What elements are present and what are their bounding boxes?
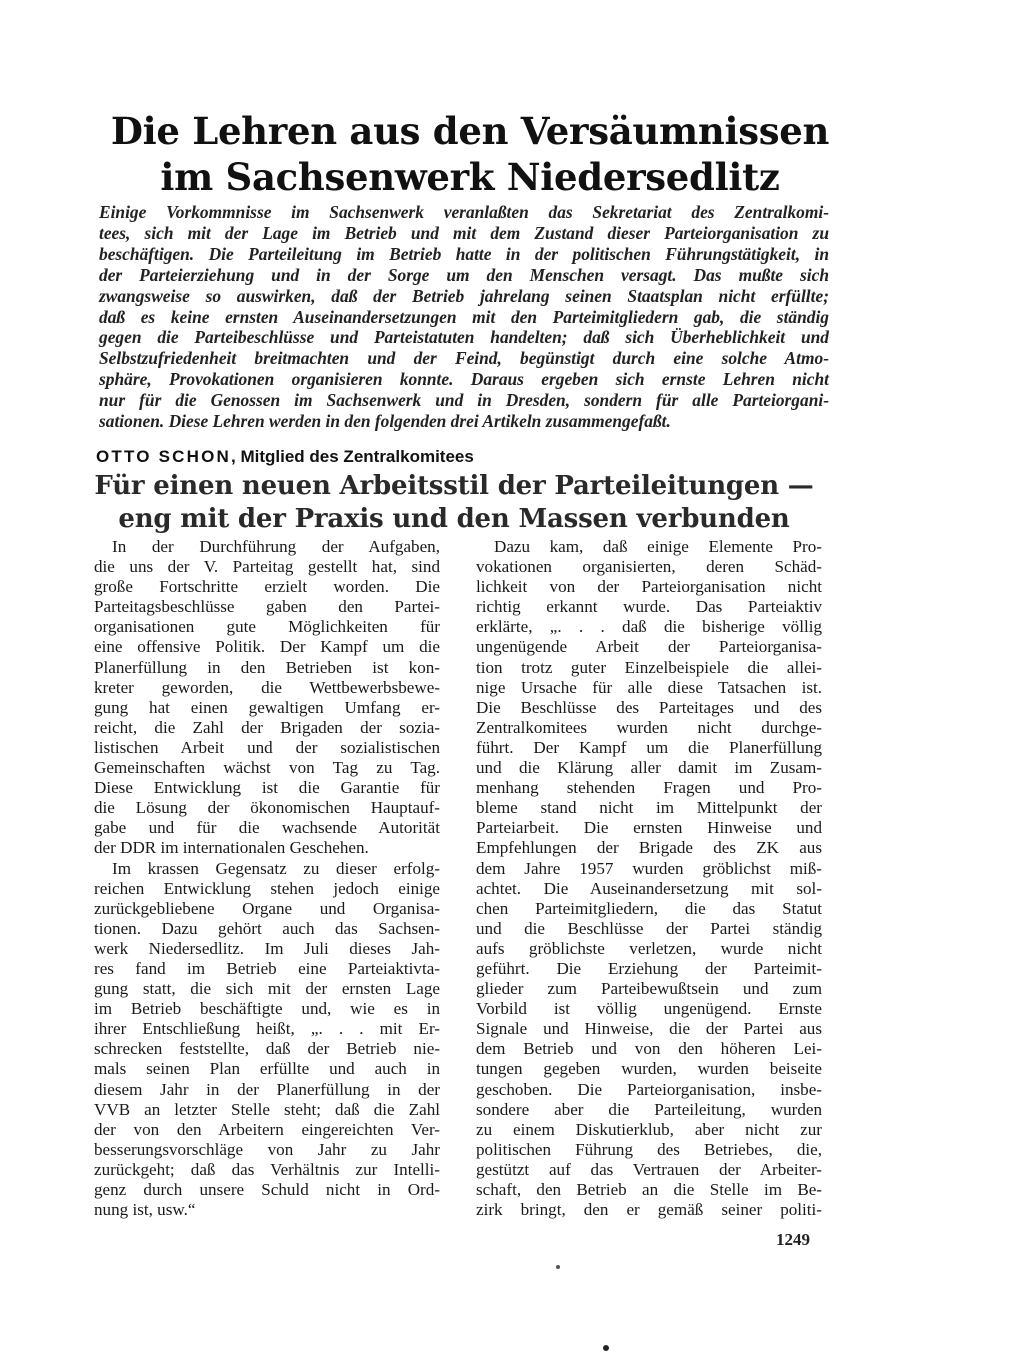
text-line: Dazu kam, daß einige Elemente Pro- bbox=[494, 537, 822, 556]
text-line: gung statt, die sich mit der ernsten Lage bbox=[94, 979, 440, 999]
text-line: zurückgeht; daß das Verhältnis zur Intelli- bbox=[94, 1159, 440, 1179]
author-role: , Mitglied des Zentralkomitees bbox=[231, 447, 474, 466]
author-byline bbox=[96, 447, 474, 467]
text-line: dem Jahre 1957 wurden gröblichst miß- bbox=[476, 858, 822, 878]
right-text-column bbox=[476, 537, 822, 1220]
text-line: diesem Jahr in der Planerfüllung in der bbox=[94, 1079, 440, 1099]
text-line: In der Durchführung der Aufgaben, bbox=[112, 537, 440, 556]
text-line: VVB an letzter Stelle steht; daß die Zahl bbox=[94, 1099, 440, 1119]
intro-line: daß es keine ernsten Auseinandersetzungen mit den Parteimitgliedern gab, die ständig bbox=[99, 306, 829, 327]
intro-line: Einige Vorkommnisse im Sachsenwerk veranlaßten das Sekretariat des Zentralkomi- bbox=[99, 202, 829, 222]
intro-line: sphäre, Provokationen organisieren konnte. Daraus ergeben sich ernste Lehren nicht bbox=[99, 369, 829, 390]
text-line: tionen. Dazu gehört auch das Sachsen- bbox=[94, 918, 440, 938]
text-line: Planerfüllung in den Betrieben ist kon- bbox=[94, 657, 440, 677]
text-line: tungen gegeben wurden, wurden beiseite bbox=[476, 1059, 822, 1079]
text-line: Vorbild ist völlig ungenügend. Ernste bbox=[476, 999, 822, 1019]
text-line: reicht, die Zahl der Brigaden der sozia- bbox=[94, 717, 440, 737]
intro-line: Selbstzufriedenheit breitmachten und der Feind, begünstigt durch eine solche Atmo- bbox=[99, 348, 829, 369]
left-text-column bbox=[94, 537, 440, 1220]
text-line: aufs gröblichste verletzen, wurde nicht bbox=[476, 938, 822, 958]
text-line: im Betrieb beschäftigte und, wie es in bbox=[94, 999, 440, 1019]
article-intro bbox=[99, 202, 829, 432]
text-line: ihrer Entschließung heißt, „. . . mit Er- bbox=[94, 1019, 440, 1039]
text-line: und die Beschlüsse der Partei ständig bbox=[476, 918, 822, 938]
text-line: glieder zum Parteibewußtsein und zum bbox=[476, 979, 822, 999]
text-line: Parteitagsbeschlüsse gaben den Partei- bbox=[94, 597, 440, 617]
headline-line: Die Lehren aus den Versäumnissen bbox=[110, 109, 830, 153]
text-line: Signale und Hinweise, die der Partei aus bbox=[476, 1019, 822, 1039]
text-line: listischen Arbeit und der sozialistischen bbox=[94, 737, 440, 757]
text-line: achtet. Die Auseinandersetzung mit sol- bbox=[476, 878, 822, 898]
text-line: Diese Entwicklung ist die Garantie für bbox=[94, 778, 440, 798]
text-line: Empfehlungen der Brigade des ZK aus bbox=[476, 838, 822, 858]
text-line: die Lösung der ökonomischen Hauptauf- bbox=[94, 798, 440, 818]
text-line: kreter geworden, die Wettbewerbsbewe- bbox=[94, 677, 440, 697]
text-line: zurückgebliebene Organe und Organisa- bbox=[94, 898, 440, 918]
text-line: führt. Der Kampf um die Planerfüllung bbox=[476, 737, 822, 757]
intro-line: beschäftigen. Die Parteileitung im Betrieb hatte in der politischen Führungstätigkeit, in bbox=[99, 243, 829, 264]
subhead-line: Für einen neuen Arbeitsstil der Parteileitungen — bbox=[94, 471, 814, 501]
article-subheadline bbox=[84, 470, 824, 536]
text-line: zirk bringt, den er gemäß seiner politi- bbox=[476, 1200, 822, 1220]
text-line: chen Parteimitgliedern, die das Statut bbox=[476, 898, 822, 918]
text-line: res fand im Betrieb eine Parteiaktivta- bbox=[94, 958, 440, 978]
text-line: ungenügende Arbeit der Parteiorganisa- bbox=[476, 637, 822, 657]
text-line: gestützt auf das Vertrauen der Arbeiter- bbox=[476, 1159, 822, 1179]
text-line: sondere aber die Parteileitung, wurden bbox=[476, 1099, 822, 1119]
page-number: 1249 bbox=[776, 1230, 810, 1249]
text-line: schaft, den Betrieb an die Stelle im Be- bbox=[476, 1180, 822, 1199]
intro-line: nur für die Genossen im Sachsenwerk und in Dresden, sondern für alle Parteiorgani- bbox=[99, 390, 829, 411]
text-line: Die Beschlüsse des Parteitages und des bbox=[476, 697, 822, 717]
text-line: dem Betrieb und von den höheren Lei- bbox=[476, 1039, 822, 1059]
intro-line: gegen die Parteibeschlüsse und Parteistatuten handelten; daß sich Überheblichkeit und bbox=[99, 327, 829, 348]
article-headline bbox=[90, 108, 850, 200]
text-line: und die Klärung aller damit im Zusam- bbox=[476, 758, 822, 778]
text-line: werk Niedersedlitz. Im Juli dieses Jah- bbox=[94, 938, 440, 958]
text-line: zu einem Diskutierklub, aber nicht zur bbox=[476, 1119, 822, 1139]
text-line: politischen Führung des Betriebes, die, bbox=[476, 1139, 822, 1159]
text-line: große Fortschritte erzielt worden. Die bbox=[94, 577, 440, 597]
text-line: vokationen organisierten, deren Schäd- bbox=[476, 557, 822, 577]
text-line: nung ist, usw.“ bbox=[94, 1200, 196, 1220]
text-line: Parteiarbeit. Die ernsten Hinweise und bbox=[476, 818, 822, 838]
text-line: gabe und für die wachsende Autorität bbox=[94, 818, 440, 838]
headline-line: im Sachsenwerk Niedersedlitz bbox=[160, 155, 780, 199]
text-line: die uns der V. Parteitag gestellt hat, sind bbox=[94, 557, 440, 577]
text-line: menhang stehenden Fragen und Pro- bbox=[476, 778, 822, 798]
text-line: Zentralkomitees wurden nicht durchge- bbox=[476, 717, 822, 737]
text-line: Gemeinschaften wächst von Tag zu Tag. bbox=[94, 758, 440, 778]
author-name: OTTO SCHON bbox=[96, 447, 232, 466]
text-line: richtig erkannt wurde. Das Parteiaktiv bbox=[476, 597, 822, 617]
text-line: organisationen gute Möglichkeiten für bbox=[94, 617, 440, 637]
text-line: der DDR im internationalen Geschehen. bbox=[94, 838, 369, 858]
text-line: genz durch unsere Schuld nicht in Ord- bbox=[94, 1180, 440, 1199]
print-speck bbox=[603, 1345, 609, 1351]
print-speck bbox=[556, 1265, 560, 1269]
intro-line: der Parteierziehung und in der Sorge um den Menschen versagt. Das mußte sich bbox=[99, 264, 829, 285]
text-line: bleme stand nicht im Mittelpunkt der bbox=[476, 798, 822, 818]
text-line: nige Ursache für alle diese Tatsachen ist. bbox=[476, 677, 822, 697]
text-line: schrecken feststellte, daß der Betrieb nie- bbox=[94, 1039, 440, 1059]
text-line: geführt. Die Erziehung der Parteimit- bbox=[476, 958, 822, 978]
text-line: tion trotz guter Einzelbeispiele die allei- bbox=[476, 657, 822, 677]
text-line: der von den Arbeitern eingereichten Ver- bbox=[94, 1119, 440, 1139]
text-line: reichen Entwicklung stehen jedoch einige bbox=[94, 878, 440, 898]
text-line: besserungsvorschläge von Jahr zu Jahr bbox=[94, 1139, 440, 1159]
intro-line: zwangsweise so auswirken, daß der Betrieb jahrelang seinen Staatsplan nicht erfüllte; bbox=[99, 285, 829, 306]
text-line: gung hat einen gewaltigen Umfang er- bbox=[94, 697, 440, 717]
text-line: Im krassen Gegensatz zu dieser erfolg- bbox=[112, 858, 440, 878]
text-line: eine offensive Politik. Der Kampf um die bbox=[94, 637, 440, 657]
text-line: mals seinen Plan erfüllte und auch in bbox=[94, 1059, 440, 1079]
text-line: erklärte, „. . . daß die bisherige völlig bbox=[476, 617, 822, 637]
intro-line: sationen. Diese Lehren werden in den folgenden drei Artikeln zusammengefaßt. bbox=[99, 411, 671, 432]
intro-line: tees, sich mit der Lage im Betrieb und mit dem Zustand dieser Parteiorganisation zu bbox=[99, 222, 829, 243]
subhead-line: eng mit der Praxis und den Massen verbunden bbox=[118, 504, 790, 534]
text-line: lichkeit von der Parteiorganisation nicht bbox=[476, 577, 822, 597]
text-line: geschoben. Die Parteiorganisation, insbe- bbox=[476, 1079, 822, 1099]
